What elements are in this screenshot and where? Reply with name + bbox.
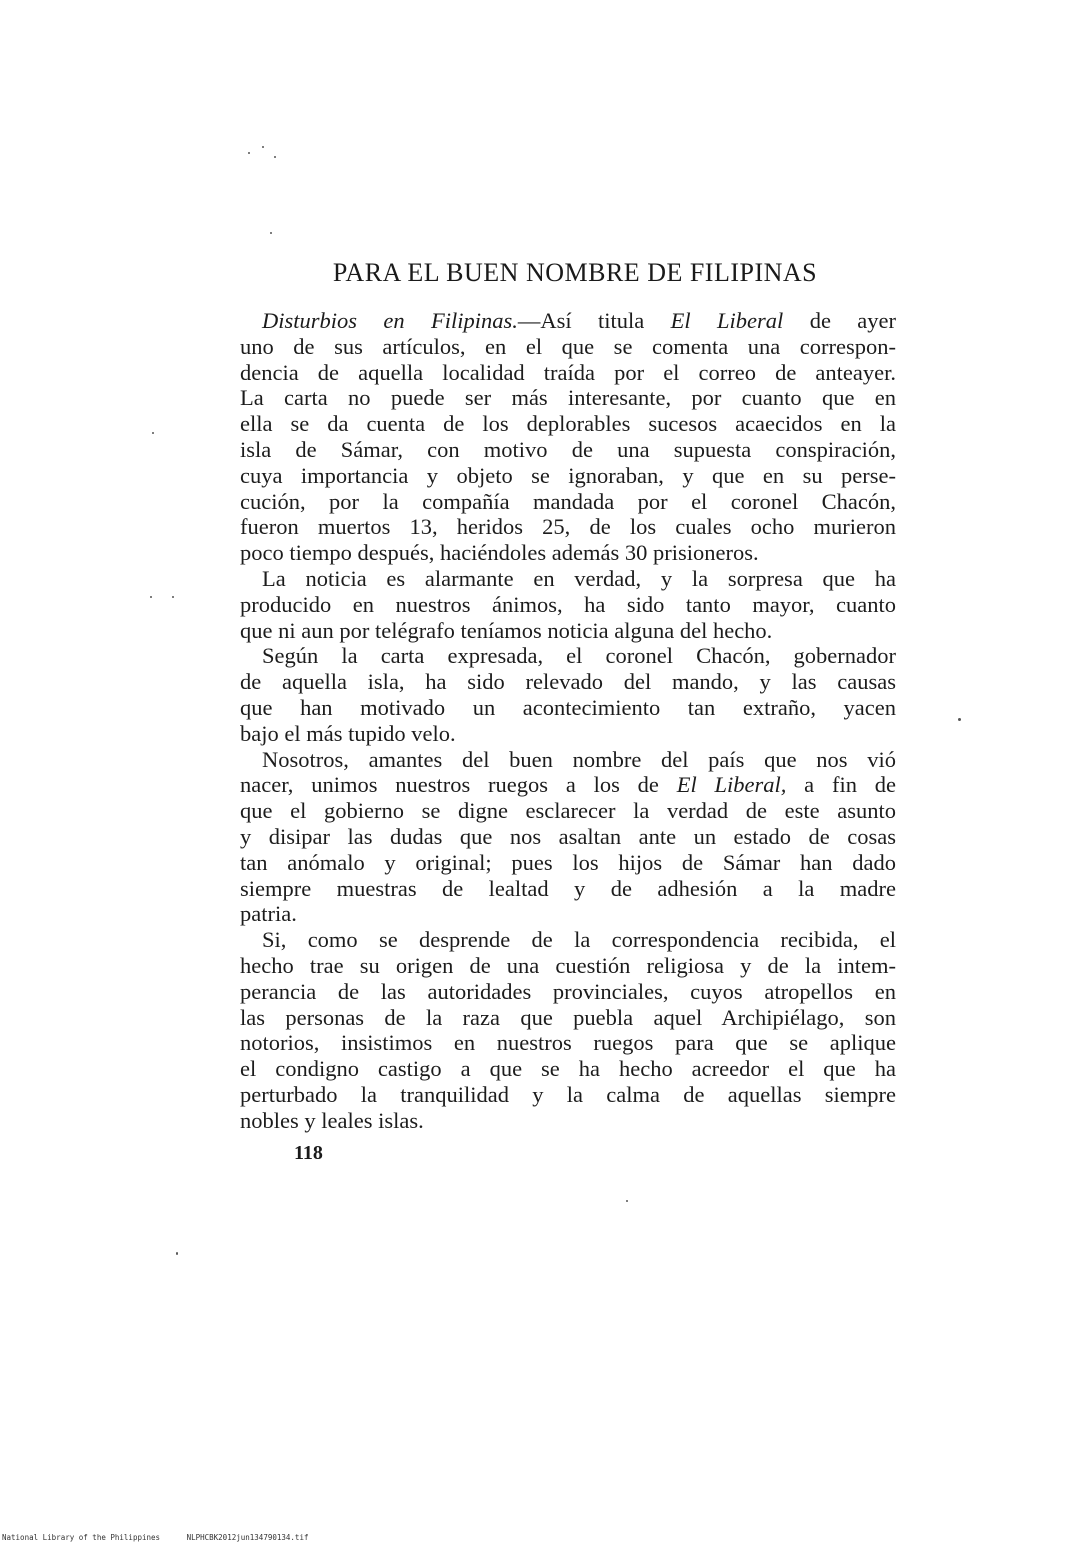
text-segment: Nosotros, amantes del buen nombre del país que nos vió xyxy=(262,746,896,772)
paragraph xyxy=(240,747,896,928)
text-segment: bajo el más tupido velo. xyxy=(240,720,456,746)
text-line xyxy=(240,1082,896,1108)
text-line xyxy=(240,566,896,592)
text-segment: cución, por la compañía mandada por el coronel Chacón, xyxy=(240,488,896,514)
text-line xyxy=(240,334,896,360)
text-line xyxy=(240,463,896,489)
text-segment: el condigno castigo a que se ha hecho acreedor el que ha xyxy=(240,1056,896,1082)
text-line xyxy=(240,1005,896,1031)
text-segment: perturbado la tranquilidad y la calma de aquellas siempre xyxy=(240,1081,896,1107)
page-title: PARA EL BUEN NOMBRE DE FILIPINAS xyxy=(332,258,818,287)
footer-library: National Library of the Philippines xyxy=(2,1533,161,1542)
text-segment: Según la carta expresada, el coronel Chacón, gobernador xyxy=(262,643,896,669)
text-line xyxy=(240,747,896,773)
scan-speck xyxy=(248,152,250,154)
scan-speck xyxy=(274,156,276,158)
footer-filename: NLPHCBK2012jun134790134.tif xyxy=(186,1533,309,1542)
scan-speck xyxy=(270,232,272,234)
text-line xyxy=(240,592,896,618)
text-segment: nobles y leales islas. xyxy=(240,1107,424,1133)
page-number: 118 xyxy=(294,1142,323,1164)
text-segment: ella se da cuenta de los deplorables sucesos acaecidos en la xyxy=(240,411,896,437)
scan-speck xyxy=(150,596,152,598)
text-segment: a fin de xyxy=(786,772,896,798)
text-line xyxy=(240,850,896,876)
text-line xyxy=(240,721,896,747)
text-line xyxy=(240,360,896,386)
text-segment: La carta no puede ser más interesante, por cuanto que en xyxy=(240,385,896,411)
scan-speck xyxy=(152,432,154,434)
text-segment: y disipar las dudas que nos asaltan ante un estado de cosas xyxy=(240,823,896,849)
text-segment: que ni aun por telégrafo teníamos noticia alguna del hecho. xyxy=(240,617,773,643)
italic-text: El Liberal, xyxy=(676,772,787,798)
text-segment: poco tiempo después, haciéndoles además 30 prisioneros. xyxy=(240,540,759,566)
text-segment: de aquella isla, ha sido relevado del mando, y las causas xyxy=(240,669,896,695)
text-line xyxy=(240,695,896,721)
text-segment: patria. xyxy=(240,901,297,927)
scan-speck xyxy=(172,596,174,598)
paragraph xyxy=(240,308,896,566)
text-segment: siempre muestras de lealtad y de adhesión a la madre xyxy=(240,875,896,901)
text-segment: perancia de las autoridades provinciales, cuyos atropellos en xyxy=(240,978,896,1004)
italic-text: Disturbios en Filipinas. xyxy=(262,308,518,333)
text-line xyxy=(240,876,896,902)
text-segment: producido en nuestros ánimos, ha sido tanto mayor, cuanto xyxy=(240,591,896,617)
italic-text: El Liberal xyxy=(670,308,784,333)
text-line xyxy=(240,385,896,411)
text-line xyxy=(240,308,896,334)
text-line xyxy=(240,979,896,1005)
text-line xyxy=(240,618,896,644)
text-segment: uno de sus artículos, en el que se comenta una correspon- xyxy=(240,333,896,359)
text-segment: que el gobierno se digne esclarecer la verdad de este asunto xyxy=(240,798,896,824)
text-line xyxy=(240,953,896,979)
text-segment: notorios, insistimos en nuestros ruegos para que se aplique xyxy=(240,1030,896,1056)
text-line xyxy=(240,437,896,463)
text-line xyxy=(240,540,896,566)
text-line xyxy=(240,901,896,927)
text-line xyxy=(240,411,896,437)
text-line xyxy=(240,669,896,695)
paragraph xyxy=(240,566,896,643)
scan-speck xyxy=(626,1200,628,1202)
scan-footer xyxy=(2,1533,330,1542)
text-line xyxy=(240,927,896,953)
paragraph xyxy=(240,927,896,1133)
text-segment: tan anómalo y original; pues los hijos de Sámar han dado xyxy=(240,849,896,875)
text-line xyxy=(240,514,896,540)
text-line xyxy=(240,643,896,669)
text-line xyxy=(240,489,896,515)
text-line xyxy=(240,1108,896,1134)
text-segment: las personas de la raza que puebla aquel Archipiélago, son xyxy=(240,1004,896,1030)
text-line xyxy=(240,798,896,824)
paragraph xyxy=(240,643,896,746)
text-segment: hecho trae su origen de una cuestión religiosa y de la intem- xyxy=(240,952,896,978)
text-segment: Si, como se desprende de la correspondencia recibida, el xyxy=(262,927,896,953)
scan-speck xyxy=(262,146,264,148)
text-line xyxy=(240,772,896,798)
text-segment: nacer, unimos nuestros ruegos a los de xyxy=(240,772,677,798)
text-line xyxy=(240,1030,896,1056)
text-segment: fueron muertos 13, heridos 25, de los cuales ocho murieron xyxy=(240,514,896,540)
scan-speck xyxy=(958,718,961,721)
article-body xyxy=(240,308,896,1134)
text-line xyxy=(240,1056,896,1082)
text-segment: La noticia es alarmante en verdad, y la sorpresa que ha xyxy=(262,565,896,591)
text-segment: dencia de aquella localidad traída por el correo de anteayer. xyxy=(240,359,896,385)
text-segment: cuya importancia y objeto se ignoraban, y que en su perse- xyxy=(240,462,896,488)
scan-speck xyxy=(176,1252,178,1255)
text-segment: de ayer xyxy=(783,308,897,333)
text-segment: —Así titula xyxy=(517,308,671,333)
text-line xyxy=(240,824,896,850)
text-segment: que han motivado un acontecimiento tan extraño, yacen xyxy=(240,694,896,720)
text-segment: isla de Sámar, con motivo de una supuesta conspiración, xyxy=(240,436,896,462)
